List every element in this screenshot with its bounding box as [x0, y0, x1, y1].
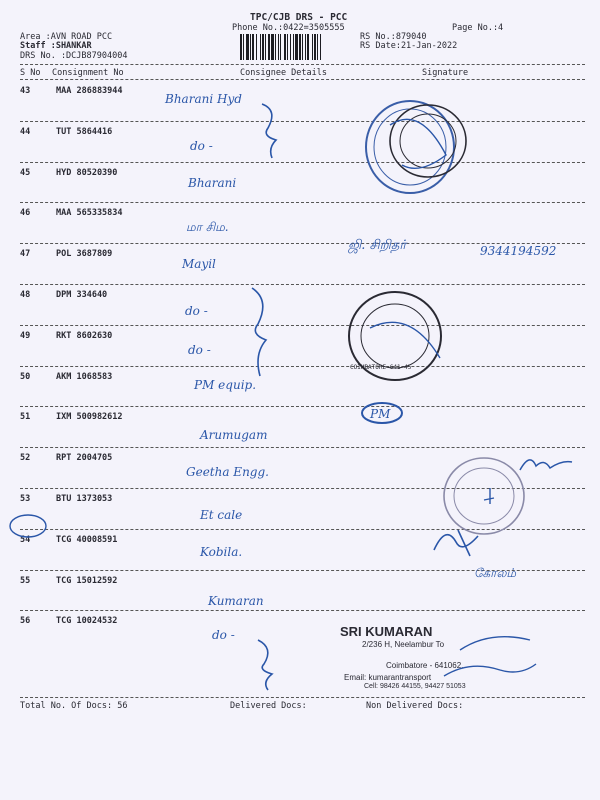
row-54-consignee-handwriting: Kobila. [200, 544, 243, 559]
row-49-consignee-handwriting: do - [188, 342, 211, 357]
column-header-consignment: Consignment No [52, 68, 124, 78]
row-47-consignee-handwriting: Mayil [182, 257, 216, 272]
drs-number: DRS No. :DCJB87904004 [20, 51, 128, 61]
delivered-docs: Delivered Docs: [230, 701, 307, 711]
handwritten-phone-number: 9344194592 [480, 244, 557, 258]
barcode-bar [317, 34, 318, 60]
company-stamp-address: 2/236 H, Neelambur To [362, 640, 445, 649]
bracket-mark-55-56 [254, 636, 284, 692]
non-delivered-docs: Non Delivered Docs: [366, 701, 464, 711]
column-header-divider [20, 79, 585, 80]
row-49-sno: 49 [20, 330, 31, 341]
row-56-consignment: TCG 10024532 [56, 616, 118, 627]
rs-number: RS No.:879040 [360, 32, 427, 42]
column-header-consignee: Consignee Details [240, 68, 327, 78]
handwritten-signature-54: கோலம் [474, 566, 517, 580]
bracket-mark-47-49 [246, 284, 276, 380]
barcode-bar [299, 34, 301, 60]
row-51-consignment: IXM 500982612 [56, 412, 123, 423]
row-divider [20, 162, 585, 163]
row-45-consignment: HYD 80520390 [56, 167, 118, 178]
row-divider [20, 284, 585, 285]
company-stamp-phone: Cell: 98426 44155, 94427 51053 [364, 683, 466, 690]
row-53-consignee-handwriting: Et cale [200, 508, 243, 522]
barcode-bar [260, 34, 261, 60]
row-51-consignee-handwriting: Arumugam [200, 428, 268, 443]
row-43-consignee-handwriting: Bharani Hyd [165, 92, 242, 106]
barcode-bar [320, 34, 321, 60]
row-45-consignee-handwriting: Bharani [188, 175, 237, 190]
row-55-sno: 55 [20, 575, 31, 586]
round-company-seal-middle [340, 288, 450, 388]
barcode-bar [246, 34, 249, 60]
row-divider [20, 202, 585, 203]
barcode-bar [305, 34, 306, 60]
company-stamp-email: Email: kumarantransport [344, 673, 432, 682]
header-divider [20, 64, 585, 65]
row-45-sno: 45 [20, 167, 31, 178]
row-49-consignment: RKT 8602630 [56, 330, 113, 341]
footer-divider [20, 697, 585, 698]
row-55-consignee-handwriting: Kumaran [208, 593, 264, 608]
column-header-sno: S No [20, 68, 41, 78]
row-divider [20, 121, 585, 122]
barcode-bar [268, 34, 270, 60]
row-50-sno: 50 [20, 371, 31, 382]
row-50-consignment: AKM 1068583 [56, 371, 113, 382]
barcode-bar [302, 34, 303, 60]
handwritten-signature-51 [516, 448, 576, 478]
row-52-sno: 52 [20, 453, 31, 464]
row-divider [20, 447, 585, 448]
barcode-bar [280, 34, 281, 60]
barcode-bar [290, 34, 291, 60]
total-docs: Total No. Of Docs: 56 [20, 701, 128, 711]
row-44-consignment: TUT 5864416 [56, 126, 113, 137]
row-48-consignment: DPM 334640 [56, 290, 108, 300]
page-number: Page No.:4 [452, 23, 504, 33]
barcode-bar [243, 34, 244, 60]
row-55-consignment: TCG 15012592 [56, 575, 118, 586]
area-label: Area :AVN ROAD PCC [20, 32, 113, 42]
row-44-consignee-handwriting: do - [190, 138, 213, 153]
barcode-bar [284, 34, 286, 60]
row-divider [20, 610, 585, 611]
row-47-sno: 47 [20, 249, 31, 260]
row-46-sno: 46 [20, 208, 31, 219]
barcode-bar [287, 34, 288, 60]
row-51-sno: 51 [20, 412, 31, 423]
barcode-bar [307, 34, 309, 60]
row-56-sno: 56 [20, 616, 31, 627]
barcode [240, 34, 358, 60]
row-48-consignee-handwriting: do - [185, 304, 208, 318]
barcode-bar [314, 34, 316, 60]
initials-signature-50 [358, 400, 408, 426]
row-54-sno: 54 [20, 534, 31, 545]
bracket-mark-43-44 [258, 100, 288, 160]
barcode-bar [265, 34, 266, 60]
row-52-consignee-handwriting: Geetha Engg. [186, 465, 269, 480]
staff-label: Staff :SHANKAR [20, 41, 92, 51]
barcode-bar [240, 34, 242, 60]
row-46-consignee-handwriting: மா சிம. [186, 220, 229, 235]
row-divider [20, 325, 585, 326]
handwritten-signature-53 [430, 520, 490, 560]
row-46-consignment: MAA 565335834 [56, 208, 123, 219]
barcode-bar [252, 34, 254, 60]
barcode-bar [275, 34, 276, 60]
handwritten-signature-52 [480, 486, 500, 506]
row-53-sno: 53 [20, 494, 31, 504]
phone-number: Phone No.:0422=3505555 [232, 23, 345, 33]
row-50-consignee-handwriting: PM equip. [194, 377, 257, 392]
row-48-sno: 48 [20, 290, 31, 300]
row-43-consignment: MAA 286883944 [56, 86, 123, 96]
barcode-bar [256, 34, 257, 60]
row-53-consignment: BTU 1373053 [56, 494, 113, 504]
row-divider [20, 406, 585, 407]
round-company-seal-top [350, 95, 470, 205]
row-44-sno: 44 [20, 126, 31, 137]
rs-date: RS Date:21-Jan-2022 [360, 41, 458, 51]
handwritten-signature-55 [440, 620, 540, 690]
row-52-consignment: RPT 2004705 [56, 453, 113, 464]
barcode-bar [262, 34, 264, 60]
row-divider [20, 366, 585, 367]
barcode-bar [312, 34, 313, 60]
barcode-bar [278, 34, 279, 60]
handwritten-signature-46: ஜி. சிறிதர் [348, 238, 407, 253]
round-seal-text: COIMBATORE-641 45 [350, 364, 412, 371]
svg-text:PM: PM [370, 407, 391, 421]
row-54-consignment: TCG 40008591 [56, 534, 118, 545]
company-stamp-city: Coimbatore - 641062. [386, 661, 464, 670]
column-header-signature: Signature [422, 68, 469, 78]
company-stamp-name: SRI KUMARAN [340, 624, 433, 639]
row-53-circle-mark [6, 512, 50, 540]
barcode-bar [271, 34, 274, 60]
barcode-bar [295, 34, 298, 60]
row-47-consignment: POL 3687809 [56, 249, 113, 260]
document-title: TPC/CJB DRS - PCC [250, 12, 348, 23]
barcode-bar [293, 34, 294, 60]
row-43-sno: 43 [20, 86, 31, 96]
barcode-bar [250, 34, 251, 60]
row-56-consignee-handwriting: do - [212, 628, 235, 643]
